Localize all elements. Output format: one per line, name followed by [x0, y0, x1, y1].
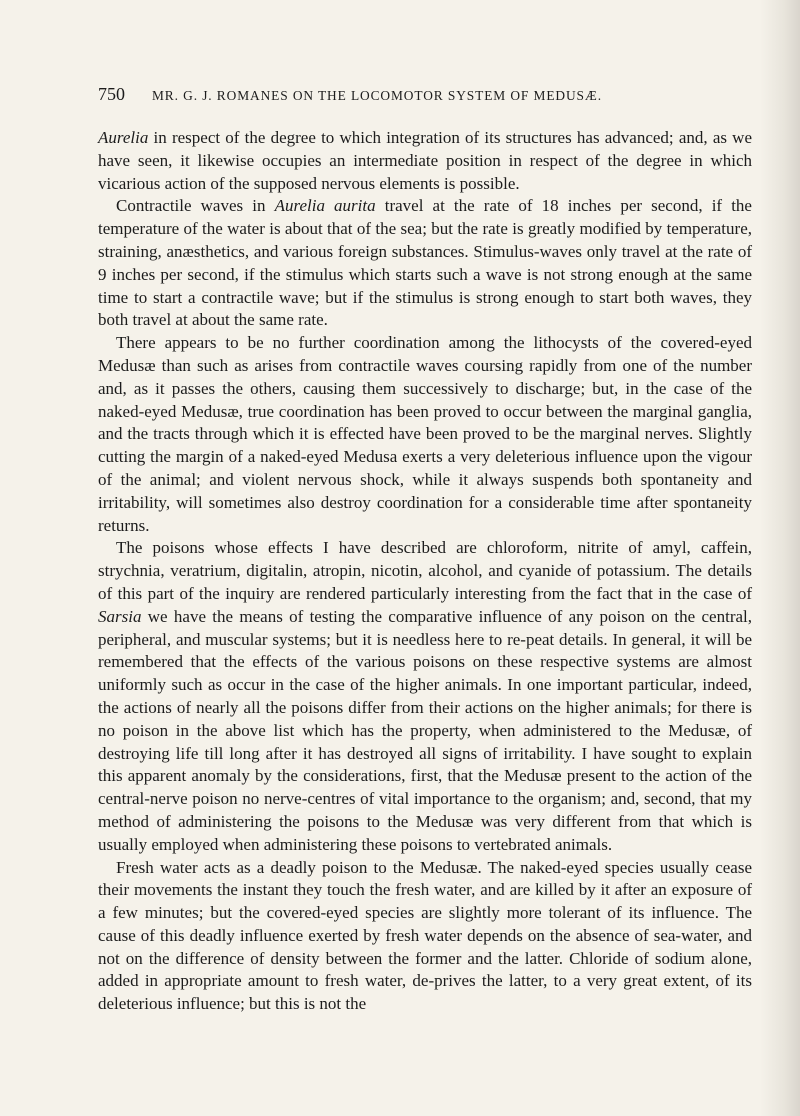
running-head: MR. G. J. ROMANES ON THE LOCOMOTOR SYSTEM OF MEDUSÆ.: [152, 88, 602, 103]
paragraph: [98, 195, 752, 332]
page-number: 750: [98, 84, 125, 104]
text-run: The poisons whose effects I have described are chloroform, nitrite of amyl, caffein, strychnia, veratrium, digitalin, atropin, nicotin, alcohol, and cyanide of potassium. The details of this part of the inquiry are rendered particularly interesting from the fact that in the case of: [98, 538, 752, 603]
text-run: we have the means of testing the comparative influence of any poison on the central, peripheral, and muscular systems; but it is needless here to re-peat details. In general, it will be remembered that the effects of the various poisons on these respective systems are almost uniformly such as occur in the case of the higher animals. In one important particular, indeed, the actions of nearly all the poisons differ from their actions on the higher animals; for there is no poison in the above list which has the property, when administered to the Medusæ, of destroying life till long after it has destroyed all signs of irritability. I have sought to explain this apparent anomaly by the considerations, first, that the Medusæ present to the action of the central-nerve poison no nerve-centres of vital importance to the organism; and, second, that my method of administering the poisons to the Medusæ was very different from that which is usually employed when administering these poisons to vertebrated animals.: [98, 606, 752, 854]
body-text: [98, 127, 752, 1016]
text-run: There appears to be no further coordination among the lithocysts of the covered-eyed Medusæ than such as arises from contractile waves coursing rapidly from one of the number and, as it passes the others, causing them successively to discharge; but, in the case of the naked-eyed Medusæ, true coordination has been proved to occur between the marginal ganglia, and the tracts through which it is effected have been proved to be the marginal nerves. Slightly cutting the margin of a naked-eyed Medusa exerts a very deleterious influence upon the vigour of the animal; and violent nervous shock, while it always suspends both spontaneity and irritability, will sometimes also destroy coordination for a considerable time after spontaneity returns.: [98, 333, 752, 535]
text-run: Contractile waves in: [116, 196, 275, 216]
paragraph: [98, 857, 752, 1017]
paragraph: [98, 127, 752, 195]
italic-term: Aurelia: [98, 128, 149, 147]
text-run: travel at the rate of 18 inches per second, if the temperature of the water is about that of the sea; but the rate is greatly modified by temperature, straining, anæsthetics, and various foreign substances. Stimulus-waves only travel at the rate of 9 inches per second, if the stimulus which starts such a wave is not strong enough at the same time to start a contractile wave; but if the stimulus is strong enough to start both waves, they both travel at about the same rate.: [98, 196, 752, 330]
italic-term: Aurelia aurita: [274, 196, 376, 216]
text-run: in respect of the degree to which integration of its structures has advanced; and, as we have seen, it likewise occupies an intermediate position in respect of the degree in which vicarious action of the supposed nervous elements is possible.: [98, 128, 752, 193]
page-edge-shadow: [760, 0, 800, 1116]
paragraph: [98, 332, 752, 537]
italic-term: Sarsia: [98, 606, 142, 626]
text-run: Fresh water acts as a deadly poison to the Medusæ. The naked-eyed species usually cease their movements the instant they touch the fresh water, and are killed by it after an exposure of a few minutes; but the covered-eyed species are slightly more tolerant of its influence. The cause of this deadly influence exerted by fresh water depends on the absence of sea-water, and not on the difference of density between the former and the latter. Chloride of sodium alone, added in appropriate amount to fresh water, de-prives the latter, to a very great extent, of its deleterious influence; but this is not the: [98, 857, 752, 1014]
page-header: [98, 84, 748, 110]
paragraph: [98, 537, 752, 856]
